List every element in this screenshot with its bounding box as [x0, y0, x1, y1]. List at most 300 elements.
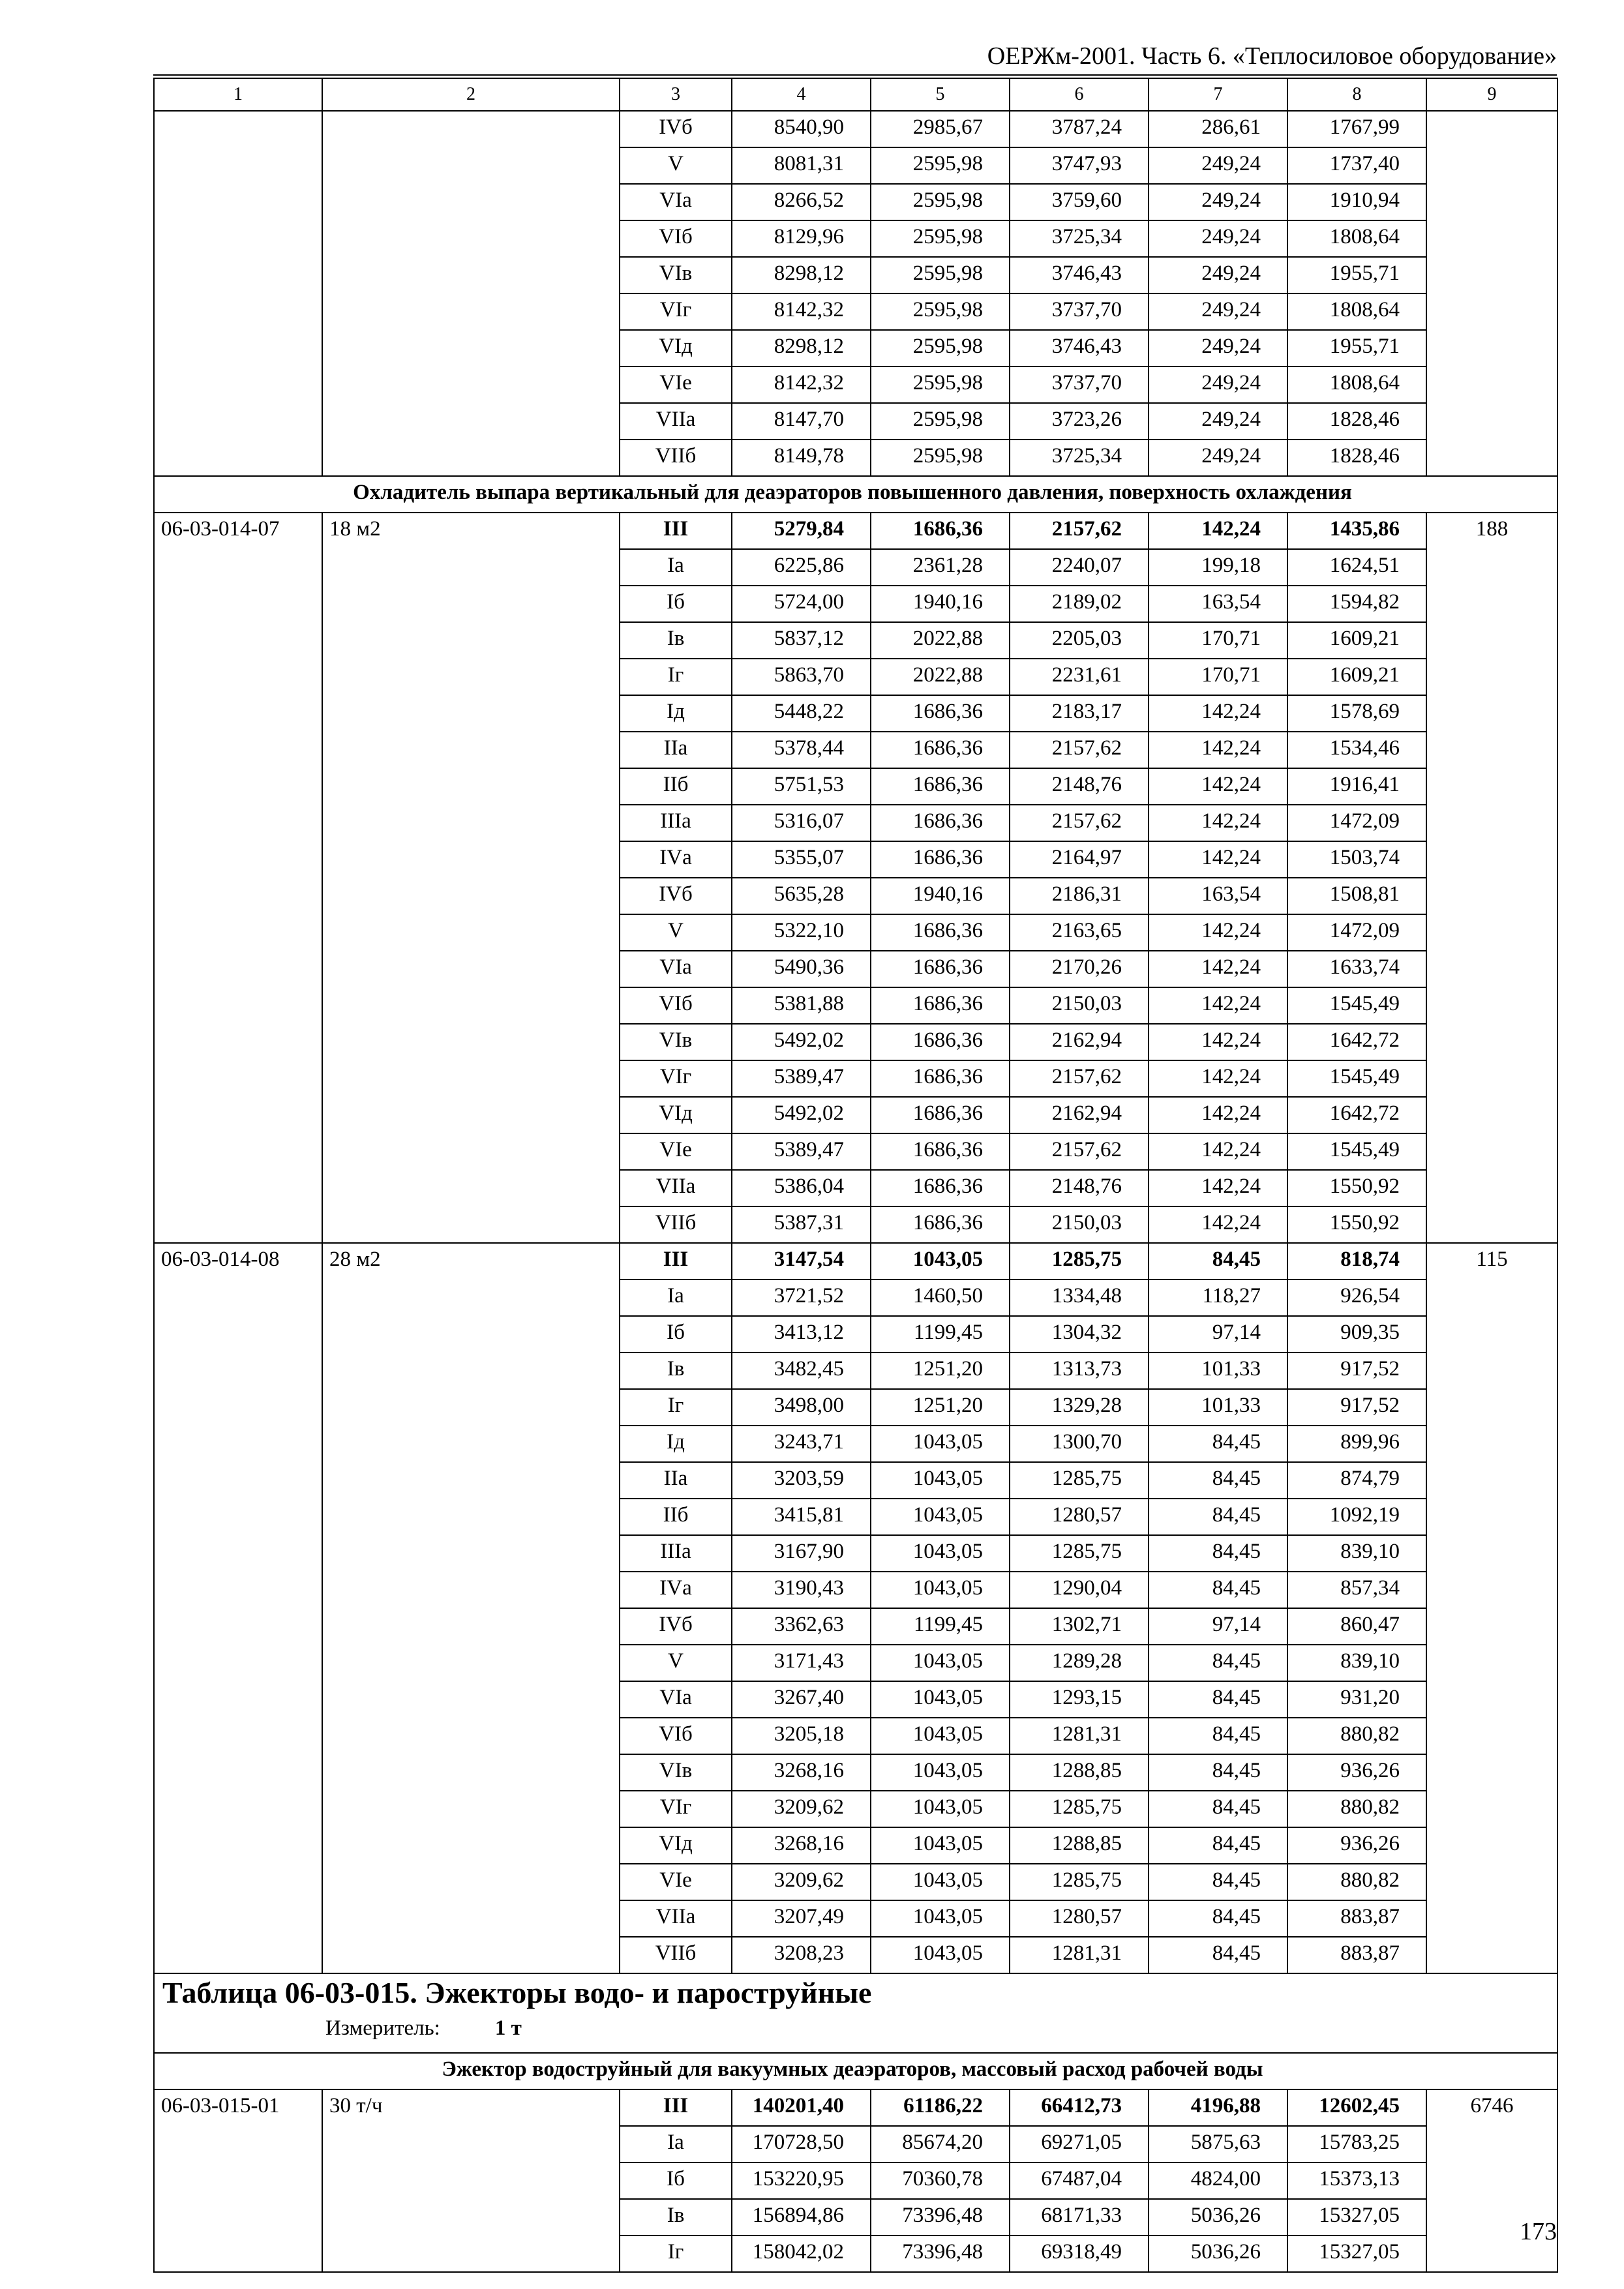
value-cell: 2595,98 [871, 257, 1010, 293]
column-9-cell: 6746 [1426, 2089, 1557, 2272]
zone-cell: VIа [620, 1681, 732, 1718]
value-cell: 6225,86 [732, 549, 871, 586]
value-cell: 2595,98 [871, 184, 1010, 220]
value-cell: 2595,98 [871, 367, 1010, 403]
value-cell: 1686,36 [871, 1133, 1010, 1170]
value-cell: 84,45 [1149, 1937, 1287, 1973]
value-cell: 5863,70 [732, 659, 871, 695]
value-cell: 4824,00 [1149, 2162, 1287, 2199]
value-cell: 84,45 [1149, 1681, 1287, 1718]
value-cell: 142,24 [1149, 695, 1287, 732]
value-cell: 249,24 [1149, 440, 1287, 476]
zone-cell: IVа [620, 1572, 732, 1608]
value-cell: 1199,45 [871, 1316, 1010, 1353]
value-cell: 899,96 [1287, 1426, 1426, 1462]
zone-cell: IIIа [620, 1535, 732, 1572]
table-title: Таблица 06-03-015. Эжекторы водо- и пароструйные [162, 1976, 872, 2009]
value-cell: 917,52 [1287, 1389, 1426, 1426]
value-cell: 3190,43 [732, 1572, 871, 1608]
value-cell: 1686,36 [871, 987, 1010, 1024]
value-cell: 5036,26 [1149, 2199, 1287, 2236]
value-cell: 84,45 [1149, 1572, 1287, 1608]
zone-cell: VIIа [620, 403, 732, 440]
value-cell: 5279,84 [732, 513, 871, 549]
value-cell: 15783,25 [1287, 2126, 1426, 2162]
value-cell: 2595,98 [871, 293, 1010, 330]
value-cell: 874,79 [1287, 1462, 1426, 1499]
value-cell: 73396,48 [871, 2199, 1010, 2236]
column-9-cell: 188 [1426, 513, 1557, 1243]
zone-cell: VIе [620, 367, 732, 403]
value-cell: 101,33 [1149, 1389, 1287, 1426]
value-cell: 66412,73 [1010, 2089, 1149, 2126]
table-row [154, 2089, 1557, 2126]
value-cell: 1313,73 [1010, 1353, 1149, 1389]
value-cell: 158042,02 [732, 2236, 871, 2272]
zone-cell: Iд [620, 695, 732, 732]
value-cell: 1285,75 [1010, 1243, 1149, 1279]
column-9-cell [1426, 111, 1557, 476]
value-cell: 5492,02 [732, 1097, 871, 1133]
zone-cell: VIв [620, 1754, 732, 1791]
value-cell: 15327,05 [1287, 2236, 1426, 2272]
zone-cell: V [620, 914, 732, 951]
zone-cell: IVб [620, 878, 732, 914]
value-cell: 1302,71 [1010, 1608, 1149, 1645]
column-number: 7 [1149, 78, 1287, 111]
value-cell: 1334,48 [1010, 1279, 1149, 1316]
zone-cell: IVб [620, 1608, 732, 1645]
rate-code-cell: 06-03-014-07 [154, 513, 322, 1243]
value-cell: 1686,36 [871, 695, 1010, 732]
value-cell: 5751,53 [732, 768, 871, 805]
value-cell: 1285,75 [1010, 1864, 1149, 1900]
zone-cell: VIг [620, 293, 732, 330]
value-cell: 170,71 [1149, 659, 1287, 695]
value-cell: 1828,46 [1287, 440, 1426, 476]
value-cell: 97,14 [1149, 1608, 1287, 1645]
zone-cell: Iв [620, 1353, 732, 1389]
value-cell: 1251,20 [871, 1353, 1010, 1389]
section-subheader [154, 476, 1557, 513]
value-cell: 2985,67 [871, 111, 1010, 147]
value-cell: 1940,16 [871, 878, 1010, 914]
value-cell: 1285,75 [1010, 1791, 1149, 1827]
value-cell: 818,74 [1287, 1243, 1426, 1279]
value-cell: 5387,31 [732, 1206, 871, 1243]
value-cell: 1043,05 [871, 1535, 1010, 1572]
value-cell: 1281,31 [1010, 1718, 1149, 1754]
value-cell: 8081,31 [732, 147, 871, 184]
measure-unit: 1 т [494, 2016, 522, 2040]
value-cell: 8129,96 [732, 220, 871, 257]
value-cell: 2231,61 [1010, 659, 1149, 695]
value-cell: 1290,04 [1010, 1572, 1149, 1608]
value-cell: 1609,21 [1287, 659, 1426, 695]
value-cell: 1043,05 [871, 1900, 1010, 1937]
value-cell: 1435,86 [1287, 513, 1426, 549]
value-cell: 8149,78 [732, 440, 871, 476]
value-cell: 142,24 [1149, 1170, 1287, 1206]
column-number: 9 [1426, 78, 1557, 111]
zone-cell: Iа [620, 2126, 732, 2162]
zone-cell: IIа [620, 732, 732, 768]
value-cell: 1300,70 [1010, 1426, 1149, 1462]
value-cell: 153220,95 [732, 2162, 871, 2199]
value-cell: 84,45 [1149, 1535, 1287, 1572]
section-subheader [154, 2053, 1557, 2089]
zone-cell: Iг [620, 2236, 732, 2272]
value-cell: 1288,85 [1010, 1754, 1149, 1791]
value-cell: 1508,81 [1287, 878, 1426, 914]
value-cell: 3723,26 [1010, 403, 1149, 440]
value-cell: 84,45 [1149, 1718, 1287, 1754]
zone-cell: V [620, 1645, 732, 1681]
value-cell: 1092,19 [1287, 1499, 1426, 1535]
value-cell: 1910,94 [1287, 184, 1426, 220]
column-number: 2 [322, 78, 620, 111]
value-cell: 880,82 [1287, 1864, 1426, 1900]
value-cell: 73396,48 [871, 2236, 1010, 2272]
value-cell: 2157,62 [1010, 805, 1149, 841]
value-cell: 5381,88 [732, 987, 871, 1024]
column-number: 5 [871, 78, 1010, 111]
value-cell: 142,24 [1149, 951, 1287, 987]
value-cell: 8298,12 [732, 330, 871, 367]
value-cell: 2162,94 [1010, 1024, 1149, 1060]
value-cell: 156894,86 [732, 2199, 871, 2236]
value-cell: 1043,05 [871, 1827, 1010, 1864]
value-cell: 5389,47 [732, 1060, 871, 1097]
value-cell: 2150,03 [1010, 987, 1149, 1024]
zone-cell: VIе [620, 1133, 732, 1170]
zone-cell: Iб [620, 2162, 732, 2199]
table-title-cell [154, 1973, 1557, 2053]
value-cell: 3209,62 [732, 1791, 871, 1827]
value-cell: 163,54 [1149, 878, 1287, 914]
measure-line [155, 2012, 1557, 2044]
value-cell: 936,26 [1287, 1754, 1426, 1791]
value-cell: 142,24 [1149, 1024, 1287, 1060]
value-cell: 1503,74 [1287, 841, 1426, 878]
value-cell: 84,45 [1149, 1900, 1287, 1937]
value-cell: 286,61 [1149, 111, 1287, 147]
value-cell: 249,24 [1149, 330, 1287, 367]
value-cell: 249,24 [1149, 367, 1287, 403]
value-cell: 1043,05 [871, 1754, 1010, 1791]
zone-cell: Iа [620, 1279, 732, 1316]
value-cell: 880,82 [1287, 1718, 1426, 1754]
zone-cell: Iг [620, 1389, 732, 1426]
value-cell: 5355,07 [732, 841, 871, 878]
value-cell: 1304,32 [1010, 1316, 1149, 1353]
table-row [154, 1243, 1557, 1279]
zone-cell: VIд [620, 1827, 732, 1864]
value-cell: 142,24 [1149, 805, 1287, 841]
value-cell: 1642,72 [1287, 1097, 1426, 1133]
value-cell: 3737,70 [1010, 367, 1149, 403]
value-cell: 1686,36 [871, 951, 1010, 987]
value-cell: 917,52 [1287, 1353, 1426, 1389]
value-cell: 69271,05 [1010, 2126, 1149, 2162]
value-cell: 2164,97 [1010, 841, 1149, 878]
value-cell: 84,45 [1149, 1791, 1287, 1827]
value-cell: 1534,46 [1287, 732, 1426, 768]
value-cell: 2170,26 [1010, 951, 1149, 987]
zone-cell: IIб [620, 768, 732, 805]
value-cell: 1955,71 [1287, 257, 1426, 293]
value-cell: 1686,36 [871, 841, 1010, 878]
value-cell: 142,24 [1149, 1060, 1287, 1097]
value-cell: 249,24 [1149, 293, 1287, 330]
value-cell: 2240,07 [1010, 549, 1149, 586]
value-cell: 931,20 [1287, 1681, 1426, 1718]
value-cell: 1686,36 [871, 1024, 1010, 1060]
zone-cell: IIа [620, 1462, 732, 1499]
value-cell: 3721,52 [732, 1279, 871, 1316]
zone-cell: Iд [620, 1426, 732, 1462]
value-cell: 880,82 [1287, 1791, 1426, 1827]
value-cell: 5837,12 [732, 622, 871, 659]
zone-cell: VIIб [620, 440, 732, 476]
value-cell: 84,45 [1149, 1864, 1287, 1900]
parameter-cell: 28 м2 [322, 1243, 620, 1973]
zone-cell: IVб [620, 111, 732, 147]
zone-cell: III [620, 2089, 732, 2126]
value-cell: 5490,36 [732, 951, 871, 987]
column-9-cell: 115 [1426, 1243, 1557, 1973]
zone-cell: VIб [620, 220, 732, 257]
zone-cell: VIе [620, 1864, 732, 1900]
value-cell: 3787,24 [1010, 111, 1149, 147]
value-cell: 1043,05 [871, 1499, 1010, 1535]
value-cell: 3207,49 [732, 1900, 871, 1937]
value-cell: 8147,70 [732, 403, 871, 440]
value-cell: 84,45 [1149, 1827, 1287, 1864]
value-cell: 1043,05 [871, 1572, 1010, 1608]
zone-cell: VIг [620, 1791, 732, 1827]
value-cell: 8540,90 [732, 111, 871, 147]
value-cell: 1285,75 [1010, 1535, 1149, 1572]
column-number: 6 [1010, 78, 1149, 111]
value-cell: 857,34 [1287, 1572, 1426, 1608]
value-cell: 3205,18 [732, 1718, 871, 1754]
value-cell: 1043,05 [871, 1681, 1010, 1718]
value-cell: 883,87 [1287, 1900, 1426, 1937]
value-cell: 3147,54 [732, 1243, 871, 1279]
value-cell: 1329,28 [1010, 1389, 1149, 1426]
zone-cell: VIг [620, 1060, 732, 1097]
value-cell: 3498,00 [732, 1389, 871, 1426]
value-cell: 1633,74 [1287, 951, 1426, 987]
value-cell: 1472,09 [1287, 805, 1426, 841]
table-title-row [154, 1973, 1557, 2053]
value-cell: 1686,36 [871, 513, 1010, 549]
zone-cell: VIIа [620, 1900, 732, 1937]
value-cell: 3746,43 [1010, 257, 1149, 293]
value-cell: 84,45 [1149, 1754, 1287, 1791]
zone-cell: VIв [620, 1024, 732, 1060]
table-row [154, 513, 1557, 549]
value-cell: 1686,36 [871, 1060, 1010, 1097]
value-cell: 1808,64 [1287, 367, 1426, 403]
value-cell: 249,24 [1149, 147, 1287, 184]
value-cell: 3747,93 [1010, 147, 1149, 184]
column-number: 4 [732, 78, 871, 111]
value-cell: 5316,07 [732, 805, 871, 841]
value-cell: 1578,69 [1287, 695, 1426, 732]
value-cell: 142,24 [1149, 914, 1287, 951]
value-cell: 5724,00 [732, 586, 871, 622]
zone-cell: Iг [620, 659, 732, 695]
value-cell: 1955,71 [1287, 330, 1426, 367]
value-cell: 2595,98 [871, 403, 1010, 440]
rate-code-cell: 06-03-015-01 [154, 2089, 322, 2272]
value-cell: 2157,62 [1010, 1060, 1149, 1097]
value-cell: 1293,15 [1010, 1681, 1149, 1718]
value-cell: 1686,36 [871, 914, 1010, 951]
value-cell: 3267,40 [732, 1681, 871, 1718]
zone-cell: III [620, 513, 732, 549]
value-cell: 2150,03 [1010, 1206, 1149, 1243]
value-cell: 3171,43 [732, 1645, 871, 1681]
value-cell: 142,24 [1149, 1097, 1287, 1133]
running-header: ОЕРЖм-2001. Часть 6. «Теплосиловое оборудование» [987, 42, 1557, 70]
value-cell: 5492,02 [732, 1024, 871, 1060]
value-cell: 68171,33 [1010, 2199, 1149, 2236]
value-cell: 860,47 [1287, 1608, 1426, 1645]
value-cell: 142,24 [1149, 841, 1287, 878]
zone-cell: VIд [620, 1097, 732, 1133]
value-cell: 909,35 [1287, 1316, 1426, 1353]
value-cell: 142,24 [1149, 768, 1287, 805]
value-cell: 1550,92 [1287, 1170, 1426, 1206]
zone-cell: IVа [620, 841, 732, 878]
zone-cell: VIа [620, 951, 732, 987]
value-cell: 170728,50 [732, 2126, 871, 2162]
value-cell: 4196,88 [1149, 2089, 1287, 2126]
value-cell: 839,10 [1287, 1535, 1426, 1572]
value-cell: 84,45 [1149, 1645, 1287, 1681]
value-cell: 199,18 [1149, 549, 1287, 586]
value-cell: 3725,34 [1010, 220, 1149, 257]
value-cell: 1642,72 [1287, 1024, 1426, 1060]
value-cell: 2361,28 [871, 549, 1010, 586]
value-cell: 2157,62 [1010, 1133, 1149, 1170]
value-cell: 1280,57 [1010, 1499, 1149, 1535]
zone-cell: VIIб [620, 1937, 732, 1973]
value-cell: 1686,36 [871, 1170, 1010, 1206]
value-cell: 84,45 [1149, 1499, 1287, 1535]
measure-label: Измеритель: [325, 2016, 440, 2040]
value-cell: 249,24 [1149, 257, 1287, 293]
zone-cell: IIб [620, 1499, 732, 1535]
value-cell: 2148,76 [1010, 768, 1149, 805]
zone-cell: VIб [620, 987, 732, 1024]
value-cell: 142,24 [1149, 732, 1287, 768]
value-cell: 1808,64 [1287, 220, 1426, 257]
value-cell: 8298,12 [732, 257, 871, 293]
value-cell: 15327,05 [1287, 2199, 1426, 2236]
value-cell: 1043,05 [871, 1791, 1010, 1827]
value-cell: 163,54 [1149, 586, 1287, 622]
value-cell: 1199,45 [871, 1608, 1010, 1645]
value-cell: 61186,22 [871, 2089, 1010, 2126]
value-cell: 2205,03 [1010, 622, 1149, 659]
value-cell: 3482,45 [732, 1353, 871, 1389]
zone-cell: VIв [620, 257, 732, 293]
rates-table [153, 78, 1558, 2273]
value-cell: 70360,78 [871, 2162, 1010, 2199]
value-cell: 1043,05 [871, 1937, 1010, 1973]
value-cell: 1545,49 [1287, 987, 1426, 1024]
value-cell: 1686,36 [871, 768, 1010, 805]
value-cell: 1043,05 [871, 1462, 1010, 1499]
value-cell: 1545,49 [1287, 1133, 1426, 1170]
value-cell: 142,24 [1149, 513, 1287, 549]
value-cell: 142,24 [1149, 1133, 1287, 1170]
section-subheader-text: Эжектор водоструйный для вакуумных деаэраторов, массовый расход рабочей воды [154, 2053, 1557, 2089]
zone-cell: III [620, 1243, 732, 1279]
value-cell: 1545,49 [1287, 1060, 1426, 1097]
value-cell: 1043,05 [871, 1718, 1010, 1754]
zone-cell: Iв [620, 622, 732, 659]
value-cell: 1594,82 [1287, 586, 1426, 622]
value-cell: 2595,98 [871, 220, 1010, 257]
value-cell: 1828,46 [1287, 403, 1426, 440]
value-cell: 3415,81 [732, 1499, 871, 1535]
value-cell: 12602,45 [1287, 2089, 1426, 2126]
value-cell: 2148,76 [1010, 1170, 1149, 1206]
zone-cell: VIIа [620, 1170, 732, 1206]
value-cell: 3362,63 [732, 1608, 871, 1645]
value-cell: 5386,04 [732, 1170, 871, 1206]
value-cell: 1916,41 [1287, 768, 1426, 805]
value-cell: 3203,59 [732, 1462, 871, 1499]
value-cell: 84,45 [1149, 1243, 1287, 1279]
value-cell: 5036,26 [1149, 2236, 1287, 2272]
value-cell: 5448,22 [732, 695, 871, 732]
value-cell: 1043,05 [871, 1243, 1010, 1279]
value-cell: 1940,16 [871, 586, 1010, 622]
value-cell: 2022,88 [871, 622, 1010, 659]
value-cell: 5875,63 [1149, 2126, 1287, 2162]
zone-cell: VIд [620, 330, 732, 367]
value-cell: 5378,44 [732, 732, 871, 768]
value-cell: 1609,21 [1287, 622, 1426, 659]
value-cell: 2163,65 [1010, 914, 1149, 951]
value-cell: 1737,40 [1287, 147, 1426, 184]
value-cell: 8142,32 [732, 293, 871, 330]
value-cell: 1280,57 [1010, 1900, 1149, 1937]
value-cell: 2022,88 [871, 659, 1010, 695]
header-rule [153, 74, 1557, 76]
parameter-cell: 18 м2 [322, 513, 620, 1243]
value-cell: 2183,17 [1010, 695, 1149, 732]
value-cell: 3737,70 [1010, 293, 1149, 330]
zone-cell: Iв [620, 2199, 732, 2236]
value-cell: 67487,04 [1010, 2162, 1149, 2199]
value-cell: 84,45 [1149, 1426, 1287, 1462]
value-cell: 8142,32 [732, 367, 871, 403]
value-cell: 101,33 [1149, 1353, 1287, 1389]
value-cell: 85674,20 [871, 2126, 1010, 2162]
value-cell: 3759,60 [1010, 184, 1149, 220]
value-cell: 249,24 [1149, 184, 1287, 220]
zone-cell: VIа [620, 184, 732, 220]
value-cell: 118,27 [1149, 1279, 1287, 1316]
value-cell: 3268,16 [732, 1827, 871, 1864]
